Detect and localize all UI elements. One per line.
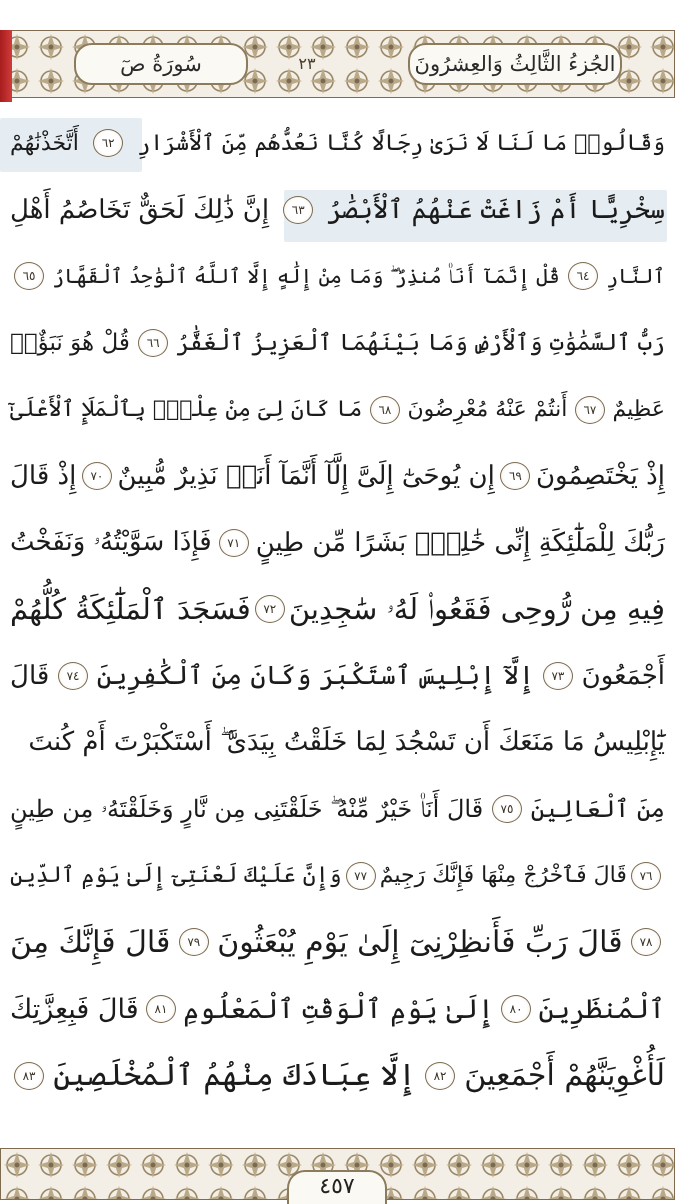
verse-line[interactable] — [10, 1042, 665, 1109]
verse-text[interactable]: إِلَىٰ يَوْمِ ٱلْوَقْتِ ٱلْمَعْلُومِ — [183, 993, 494, 1025]
ayah-number-marker[interactable]: ٦٢ — [93, 129, 123, 157]
verse-line[interactable] — [10, 443, 665, 510]
surah-name: سُورَةُ صٓ — [74, 43, 248, 85]
verse-line[interactable] — [10, 576, 665, 643]
verse-line[interactable] — [10, 776, 665, 843]
verse-text[interactable]: وَقَالُوا۟ مَا لَنَا لَا نَرَىٰ رِجَالًا كُنَّا نَعُدُّهُم مِّنَ ٱلْأَشْرَارِ — [137, 130, 665, 156]
verse-text[interactable]: ٱلْمُنظَرِينَ — [538, 993, 665, 1025]
ayah-number-marker[interactable]: ٧٣ — [543, 662, 573, 690]
verse-text[interactable]: فِيهِ مِن رُّوحِى فَقَعُوا۟ لَهُۥ سَٰجِدِينَ — [288, 591, 665, 626]
verse-line[interactable] — [10, 243, 665, 310]
verse-text[interactable]: أَنتُمْ عَنْهُ مُعْرِضُونَ — [407, 397, 568, 423]
ayah-number-marker[interactable]: ٦٨ — [370, 396, 400, 424]
verse-line[interactable] — [10, 177, 665, 244]
verse-text[interactable]: قَالَ فَإِنَّكَ مِنَ — [10, 924, 171, 960]
verse-line[interactable] — [10, 376, 665, 443]
verse-text[interactable]: وَإِنَّ عَلَيْكَ لَعْنَتِىٓ إِلَىٰ يَوْمِ ٱلدِّينِ — [10, 863, 342, 889]
verse-text[interactable]: فَسَجَدَ ٱلْمَلَٰٓئِكَةُ كُلُّهُمْ — [10, 592, 251, 627]
juz-number-badge: ٢٣ — [298, 53, 316, 73]
verse-text[interactable]: عَظِيمٌ — [612, 397, 665, 423]
verse-text[interactable]: مِنَ ٱلْعَالِينَ — [530, 795, 665, 824]
verse-text[interactable]: فَإِذَا سَوَّيْتُهُۥ وَنَفَخْتُ — [10, 527, 212, 558]
verse-text[interactable]: ٱلنَّارِ — [606, 264, 665, 289]
verse-text[interactable]: أَجْمَعُونَ — [581, 661, 665, 692]
verse-text[interactable]: أَتَّخَذْنَٰهُمْ — [10, 130, 79, 156]
verse-line[interactable] — [10, 643, 665, 710]
page-number: ٤٥٧ — [287, 1170, 387, 1204]
bookmark-ribbon[interactable] — [0, 30, 12, 102]
verse-text[interactable]: سِخْرِيًّا أَمْ زَاغَتْ عَنْهُمُ ٱلْأَبْصَٰرُ — [327, 194, 665, 225]
ayah-number-marker[interactable]: ٧٠ — [82, 462, 112, 490]
verse-text[interactable]: قَالَ أَنَا۠ خَيْرٌ مِّنْهُ ۖ خَلَقْتَنِى مِن نَّارٍ وَخَلَقْتَهُۥ مِن طِينٍ — [10, 795, 484, 824]
ayah-number-marker[interactable]: ٧١ — [219, 529, 249, 557]
ayah-number-marker[interactable]: ٨٣ — [14, 1062, 44, 1090]
verse-text[interactable]: رَبُّكَ لِلْمَلَٰٓئِكَةِ إِنِّى خَٰلِقٌۢ بَشَرًا مِّن طِينٍ — [255, 527, 665, 558]
ayah-number-marker[interactable]: ٧٢ — [255, 595, 285, 623]
ayah-number-marker[interactable]: ٦٦ — [138, 329, 168, 357]
verse-line[interactable] — [10, 843, 665, 910]
ayah-number-marker[interactable]: ٨٠ — [501, 995, 531, 1023]
verse-line[interactable] — [10, 310, 665, 377]
verse-line[interactable] — [10, 110, 665, 177]
ayah-number-marker[interactable]: ٨١ — [146, 995, 176, 1023]
verse-line[interactable] — [10, 510, 665, 577]
ayah-number-marker[interactable]: ٦٤ — [568, 262, 598, 290]
verse-text[interactable]: إِن يُوحَىٰٓ إِلَىَّ إِلَّآ أَنَّمَآ أَنَا۠ نَذِيرٌ مُّبِينٌ — [117, 461, 495, 492]
ayah-number-marker[interactable]: ٦٧ — [575, 396, 605, 424]
ayah-number-marker[interactable]: ٨٢ — [425, 1062, 455, 1090]
juz-title: الجُزءُ الثَّالِثُ وَالعِشرُونَ — [408, 43, 622, 85]
verse-text[interactable]: مَا كَانَ لِىَ مِنْ عِلْمٍۭ بِٱلْمَلَإِ ٱلْأَعْلَىٰٓ — [10, 397, 363, 423]
verse-line[interactable] — [10, 909, 665, 976]
verse-line[interactable] — [10, 709, 665, 776]
ayah-number-marker[interactable]: ٧٩ — [179, 928, 209, 956]
ayah-number-marker[interactable]: ٧٨ — [631, 928, 661, 956]
verse-text[interactable]: لَأُغْوِيَنَّهُمْ أَجْمَعِينَ — [464, 1058, 665, 1094]
verse-text[interactable]: إِذْ قَالَ — [10, 461, 77, 492]
ayah-number-marker[interactable]: ٧٦ — [631, 862, 661, 890]
ayah-number-marker[interactable]: ٦٥ — [14, 262, 44, 290]
ayah-number-marker[interactable]: ٦٩ — [500, 462, 530, 490]
verse-text[interactable]: قُلْ هُوَ نَبَؤٌا۟ — [10, 330, 130, 357]
verse-text[interactable]: إِلَّآ إِبْلِيسَ ٱسْتَكْبَرَ وَكَانَ مِنَ ٱلْكَٰفِرِينَ — [96, 661, 535, 692]
verse-text[interactable]: قَالَ — [10, 661, 50, 692]
verse-text[interactable]: قَالَ فَٱخْرُجْ مِنْهَا فَإِنَّكَ رَجِيمٌ — [379, 863, 627, 889]
verse-lines — [10, 110, 665, 1109]
verse-text[interactable]: قَالَ فَبِعِزَّتِكَ — [10, 993, 139, 1025]
verse-text[interactable]: قُلْ إِنَّمَآ أَنَا۠ مُنذِرٌ ۖ وَمَا مِنْ إِلَٰهٍ إِلَّا ٱللَّهُ ٱلْوَٰحِدُ ٱلْقَهَّارُ — [52, 264, 560, 289]
verse-text[interactable]: رَبُّ ٱلسَّمَٰوَٰتِ وَٱلْأَرْضِ وَمَا بَيْنَهُمَا ٱلْعَزِيزُ ٱلْغَفَّٰرُ — [176, 330, 665, 357]
ayah-number-marker[interactable]: ٧٤ — [58, 662, 88, 690]
verse-text[interactable]: قَالَ رَبِّ فَأَنظِرْنِىٓ إِلَىٰ يَوْمِ يُبْعَثُونَ — [217, 924, 623, 960]
verse-line[interactable] — [10, 976, 665, 1043]
ayah-number-marker[interactable]: ٦٣ — [283, 196, 313, 224]
ayah-number-marker[interactable]: ٧٧ — [346, 862, 376, 890]
verse-text[interactable]: إِلَّا عِبَادَكَ مِنْهُمُ ٱلْمُخْلَصِينَ — [53, 1058, 416, 1094]
ayah-number-marker[interactable]: ٧٥ — [492, 795, 522, 823]
verse-text[interactable]: إِنَّ ذَٰلِكَ لَحَقٌّ تَخَاصُمُ أَهْلِ — [10, 194, 270, 225]
verse-text[interactable]: يَٰٓإِبْلِيسُ مَا مَنَعَكَ أَن تَسْجُدَ لِمَا خَلَقْتُ بِيَدَىَّ ۖ أَسْتَكْبَرْتَ أَمْ كُنتَ — [28, 727, 665, 758]
verse-text[interactable]: إِذْ يَخْتَصِمُونَ — [535, 461, 665, 492]
